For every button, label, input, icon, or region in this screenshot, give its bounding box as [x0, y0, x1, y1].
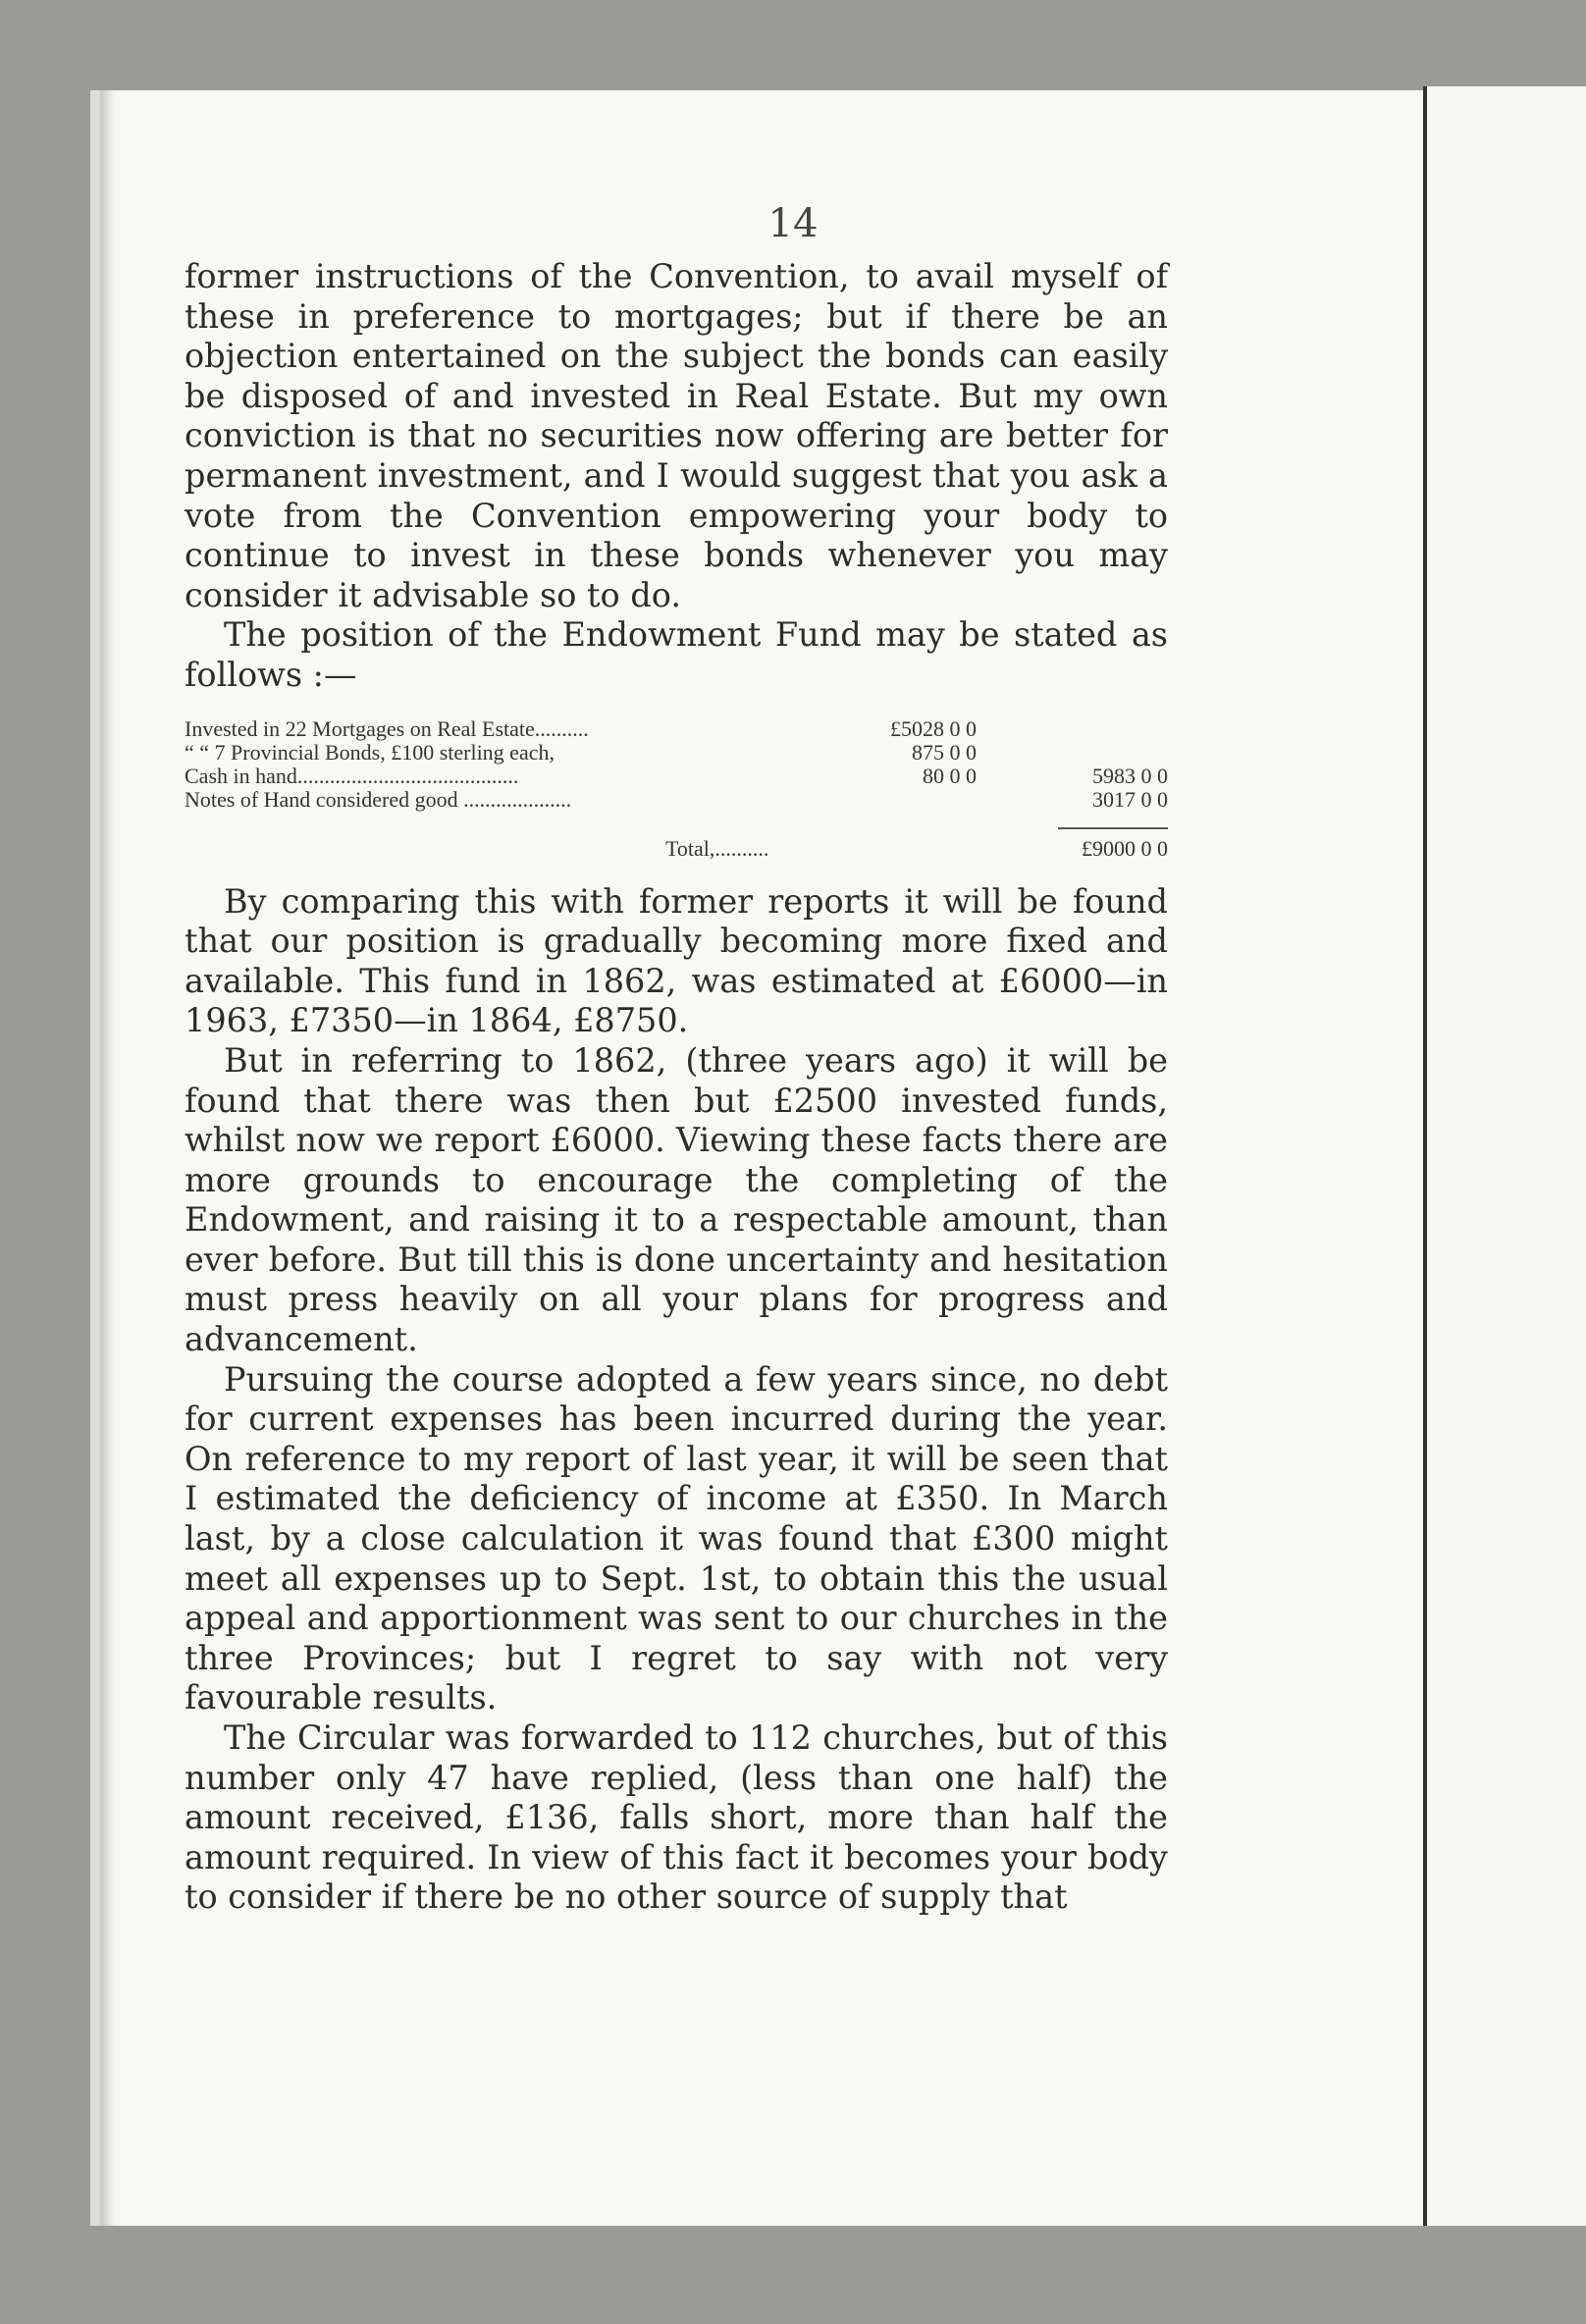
page-body — [185, 257, 1168, 1918]
ledger-amount: £5028 0 0 — [890, 715, 977, 741]
endowment-ledger — [185, 717, 1168, 867]
ledger-row — [185, 788, 1168, 812]
ledger-row — [185, 765, 1168, 788]
paragraph-6: The Circular was forwarded to 112 churches, but of this number only 47 have replied, (less than one half) the amount received, £136, falls short, more than half the amount required. In view of this fact it becomes your body to consider if there be no other source of supply that — [185, 1718, 1168, 1917]
ledger-total: 3017 0 0 — [1092, 786, 1168, 812]
total-value: £9000 0 0 — [1082, 835, 1168, 861]
paragraph-3: By comparing this with former reports it will be found that our position is gradually becoming more fixed and available. This fund in 1862, was estimated at £6000—in 1963, £7350—in 1864, £8750. — [185, 881, 1168, 1040]
paragraph-1: former instructions of the Convention, to avail myself of these in preference to mortgages; but if there be an objection entertained on the subject the bonds can easily be disposed of and invested in Real Estate. But my own conviction is that no securities now offering are better for permanent investment, and I would suggest that you ask a vote from the Convention empowering your body to continue to invest in these bonds whenever you may consider it advisable so to do. — [185, 257, 1168, 614]
ledger-total: 5983 0 0 — [1092, 763, 1168, 788]
total-rule — [1058, 827, 1168, 829]
ledger-label: Invested in 22 Mortgages on Real Estate.......... — [185, 715, 589, 741]
total-label: Total,.......... — [665, 835, 769, 861]
ledger-label: Cash in hand......................................... — [185, 763, 519, 788]
paragraph-4: But in referring to 1862, (three years ago) it will be found that there was then but £2500 invested funds, whilst now we report £6000. Viewing these facts there are more grounds to encourage the completing of the Endowment, and raising it to a respectable amount, than ever before. But till this is done uncertainty and hesitation must press heavily on all your plans for progress and advancement. — [185, 1040, 1168, 1359]
page-number: 14 — [767, 201, 819, 246]
facing-page-edge — [1423, 86, 1586, 2226]
paragraph-2: The position of the Endowment Fund may be stated as follows :— — [185, 615, 1168, 694]
ledger-amount: 80 0 0 — [923, 763, 977, 788]
ledger-row — [185, 717, 1168, 741]
ledger-total-row — [185, 837, 1168, 867]
ledger-label: “ “ 7 Provincial Bonds, £100 sterling each, — [185, 739, 555, 765]
ledger-amount: 875 0 0 — [912, 739, 977, 765]
ledger-row — [185, 741, 1168, 765]
paragraph-5: Pursuing the course adopted a few years since, no debt for current expenses has been incurred during the year. On reference to my report of last year, it will be seen that I estimated the deficiency of income at £350. In March last, by a close calculation it was found that £300 might meet all expenses up to Sept. 1st, to obtain this the usual appeal and apportionment was sent to our churches in the three Provinces; but I regret to say with not very favourable results. — [185, 1359, 1168, 1717]
ledger-label: Notes of Hand considered good .................... — [185, 786, 572, 812]
